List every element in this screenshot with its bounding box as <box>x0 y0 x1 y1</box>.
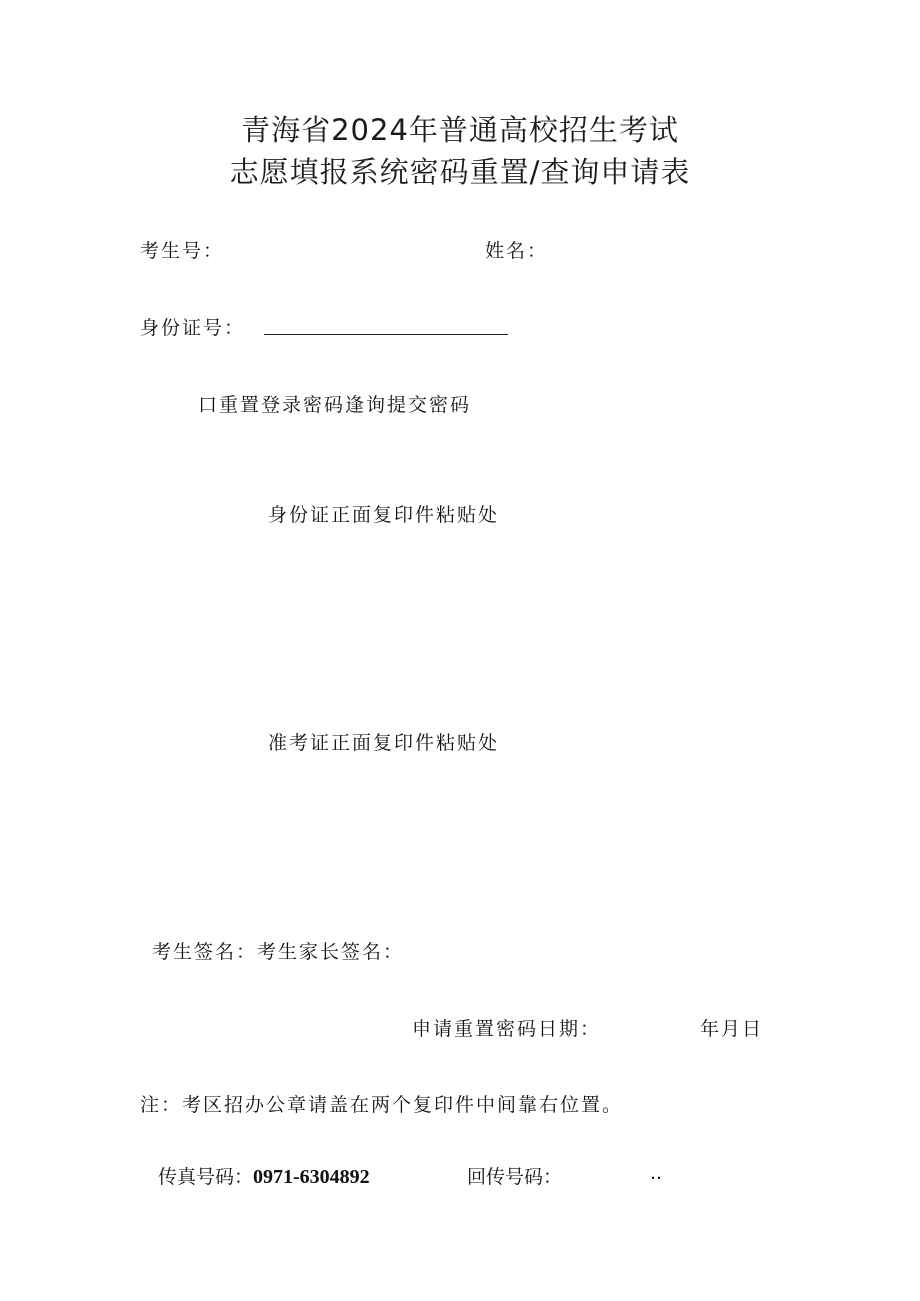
id-number-blank-line <box>264 334 508 335</box>
admission-ticket-paste-area-label: 准考证正面复印件粘贴处 <box>268 732 500 754</box>
date-ymd-label: 年月日 <box>700 1018 764 1040</box>
fax-number-label: 传真号码： <box>158 1166 254 1188</box>
trailing-mark: .. <box>650 1162 663 1184</box>
request-options: 口重置登录密码逢询提交密码 <box>198 394 472 416</box>
exam-number-label: 考生号： <box>140 240 225 262</box>
application-date-label: 申请重置密码日期： <box>412 1018 602 1040</box>
form-title-line2: 志愿填报系统密码重置/查询申请表 <box>229 155 691 189</box>
id-card-paste-area-label: 身份证正面复印件粘贴处 <box>268 504 500 526</box>
reply-number-label: 回传号码： <box>467 1166 563 1188</box>
signature-labels: 考生签名：考生家长签名： <box>152 941 405 963</box>
fax-number-value: 0971-6304892 <box>253 1166 370 1188</box>
stamp-note: 注：考区招办公章请盖在两个复印件中间靠右位置。 <box>140 1094 624 1116</box>
name-label: 姓名： <box>485 240 549 262</box>
fax-number-row <box>158 1162 370 1189</box>
form-title-line1: 青海省2024年普通高校招生考试 <box>241 113 679 147</box>
id-number-label: 身份证号： <box>140 317 246 339</box>
